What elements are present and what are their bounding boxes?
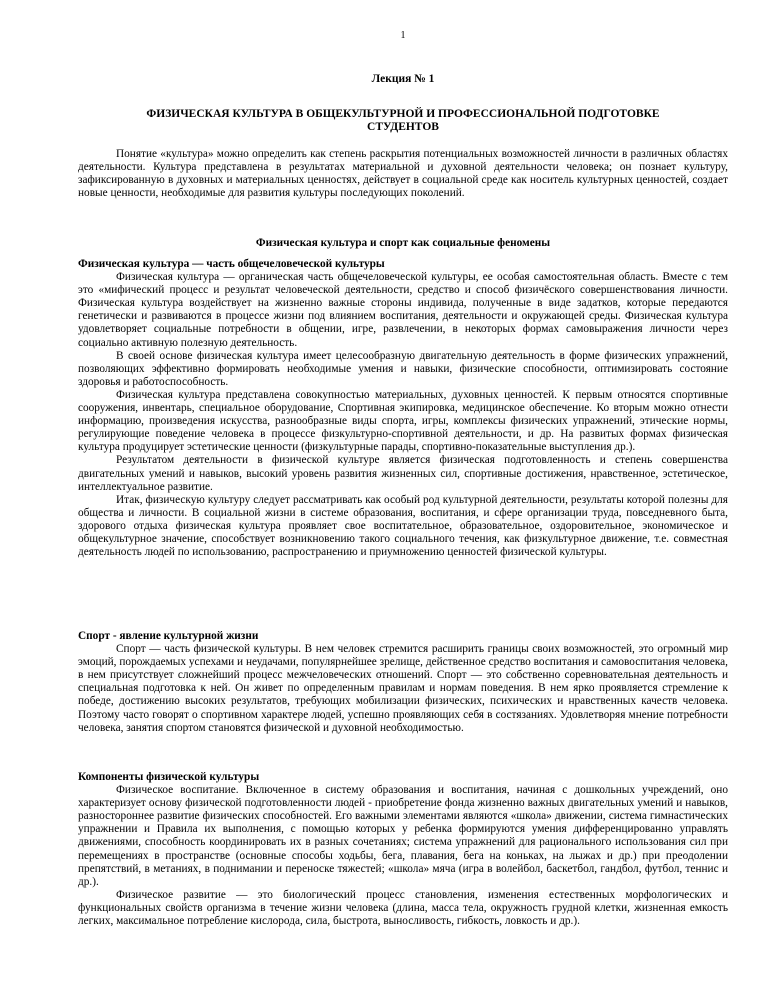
section-heading: Физическая культура и спорт как социальные феномены [255,237,551,249]
document-title [78,108,728,134]
paragraph: Физическое развитие — это биологический процесс становления, изменения естественных морфологических и функциональных свойств организма в течение жизни человека (длина, масса тела, окружность грудной клетки, жизненная емкость легких, максимальное потребление кислорода, сила, быстрота, выносливость, гибкость, ловкость и др.). [78,888,728,928]
paragraph: Физическая культура представлена совокупностью материальных, духовных ценностей. К первым относятся спортивные сооружения, инвентарь, специальное оборудование, Спортивная экипировка, медицинское обеспечение. Ко вторым можно отнести информацию, произведения искусства, разнообразные виды спорта, игры, комплексы физических упражнений, этические нормы, регулирующие поведение человека в процессе физкультурно-спортивной деятельности, и др. На развитых формах физическая культура продуцирует эстетические ценности (физкультурные парады, спортивно-показательные выступления др.). [78,388,728,454]
subsection-heading: Спорт - явление культурной жизни [78,630,259,642]
page-number: 1 [400,30,406,41]
paragraph: В своей основе физическая культура имеет целесообразную двигательную деятельность в форме физических упражнений, позволяющих эффективно формировать необходимые умения и навыки, физические способности, оптимизировать состояние здоровья и работоспособность. [78,349,728,388]
subsection-components [78,771,728,928]
subsection-heading: Физическая культура — часть общечеловеческой культуры [78,258,385,270]
title-line-2: СТУДЕНТОВ [367,121,439,133]
paragraph: Физическое воспитание. Включенное в систему образования и воспитания, начиная с дошкольных учреждений, оно характеризует основу физической подготовленности людей - приобретение фонда жизненно важных двигательных умений и навыков, разностороннее развитие физических способностей. Его важными элементами являются «школа» движении, система гимнастических упражнении и Правила их выполнения, с помощью которых у ребенка формируются умения дифференцированно управлять движениями, способность координировать их в разных сочетаниях; система упражнений для рационального использования сил при перемещениях в пространстве (основные способы ходьбы, бега, плавания, бега на коньках, на лыжах и др.) при преодолении препятствий, в метаниях, в поднимании и переноске тяжестей; «школа» мяча (игра в волейбол, баскетбол, гандбол, футбол, теннис и др.). [78,784,728,888]
lecture-number: Лекция № 1 [371,73,435,85]
subsection-sport [78,630,728,735]
intro-block [78,148,728,200]
paragraph: Итак, физическую культуру следует рассматривать как особый род культурной деятельности, результаты которой полезны для общества и личности. В социальной жизни в системе образования, воспитания, и сфере организации труда, повседневного быта, здорового отдыха физическая культура проявляет свое воспитательное, образовательное, оздоровительное, экономическое и общекультурное значение, способствует возникновению такого социального течения, как физкультурное движение, т.е. совместная деятельность людей по использованию, распространению и приумножению ценностей физической культуры. [78,493,728,559]
subsection-physical-culture [78,258,728,559]
subsection-heading: Компоненты физической культуры [78,771,260,783]
paragraph: Результатом деятельности в физической культуре является физическая подготовленность и степень совершенства двигательных умений и навыков, высокий уровень развития жизненных сил, спортивные достижения, нравственное, эстетическое, интеллектуальное развитие. [78,454,728,493]
title-line-1: ФИЗИЧЕСКАЯ КУЛЬТУРА В ОБЩЕКУЛЬТУРНОЙ И ПРОФЕССИОНАЛЬНОЙ ПОДГОТОВКЕ [146,108,660,120]
paragraph: Физическая культура — органическая часть общечеловеческой культуры, ее особая самостоятельная область. Вместе с тем это «мифический процесс и результат человеческой деятельности, средство и способ физичёского совершенствования личности. Физическая культура воздействует на жизненно важные стороны индивида, полученные в виде задатков, которые передаются генетически и развиваются в процессе жизни под влиянием воспитания, деятельности и окружающей среды. Физическая культура удовлетворяет социальные потребности в общении, игре, развлечении, в некоторых формах самовыражения личности через социально активную полезную деятельность. [78,271,728,349]
intro-paragraph: Понятие «культура» можно определить как степень раскрытия потенциальных возможностей личности в различных областях деятельности. Культура представлена в результатах материальной и духовной деятельности человека; он познает культуру, зафиксированную в духовных и материальных ценностях, действует в социальной среде как носитель культурных ценностей, создает новые ценности, необходимые для развития культуры последующих поколений. [78,148,728,200]
paragraph: Спорт — часть физической культуры. В нем человек стремится расширить границы своих возможностей, это огромный мир эмоций, порождаемых успехами и неудачами, популярнейшее зрелище, действенное средство воспитания и самовоспитания человека, в нем присутствует сложнейший процесс межчеловеческих отношений. Спорт — это собственно соревновательная деятельность и специальная подготовка к ней. Он живет по определенным правилам и нормам поведения. В нем ярко проявляется стремление к победе, достижению высоких результатов, требующих мобилизации физических, психических и нравственных качеств человека. Поэтому часто говорят о спортивном характере людей, успешно проявляющих себя в состязаниях. Удовлетворяя мнение потребности человека, занятия спортом становятся физической и духовной необходимостью. [78,643,728,734]
